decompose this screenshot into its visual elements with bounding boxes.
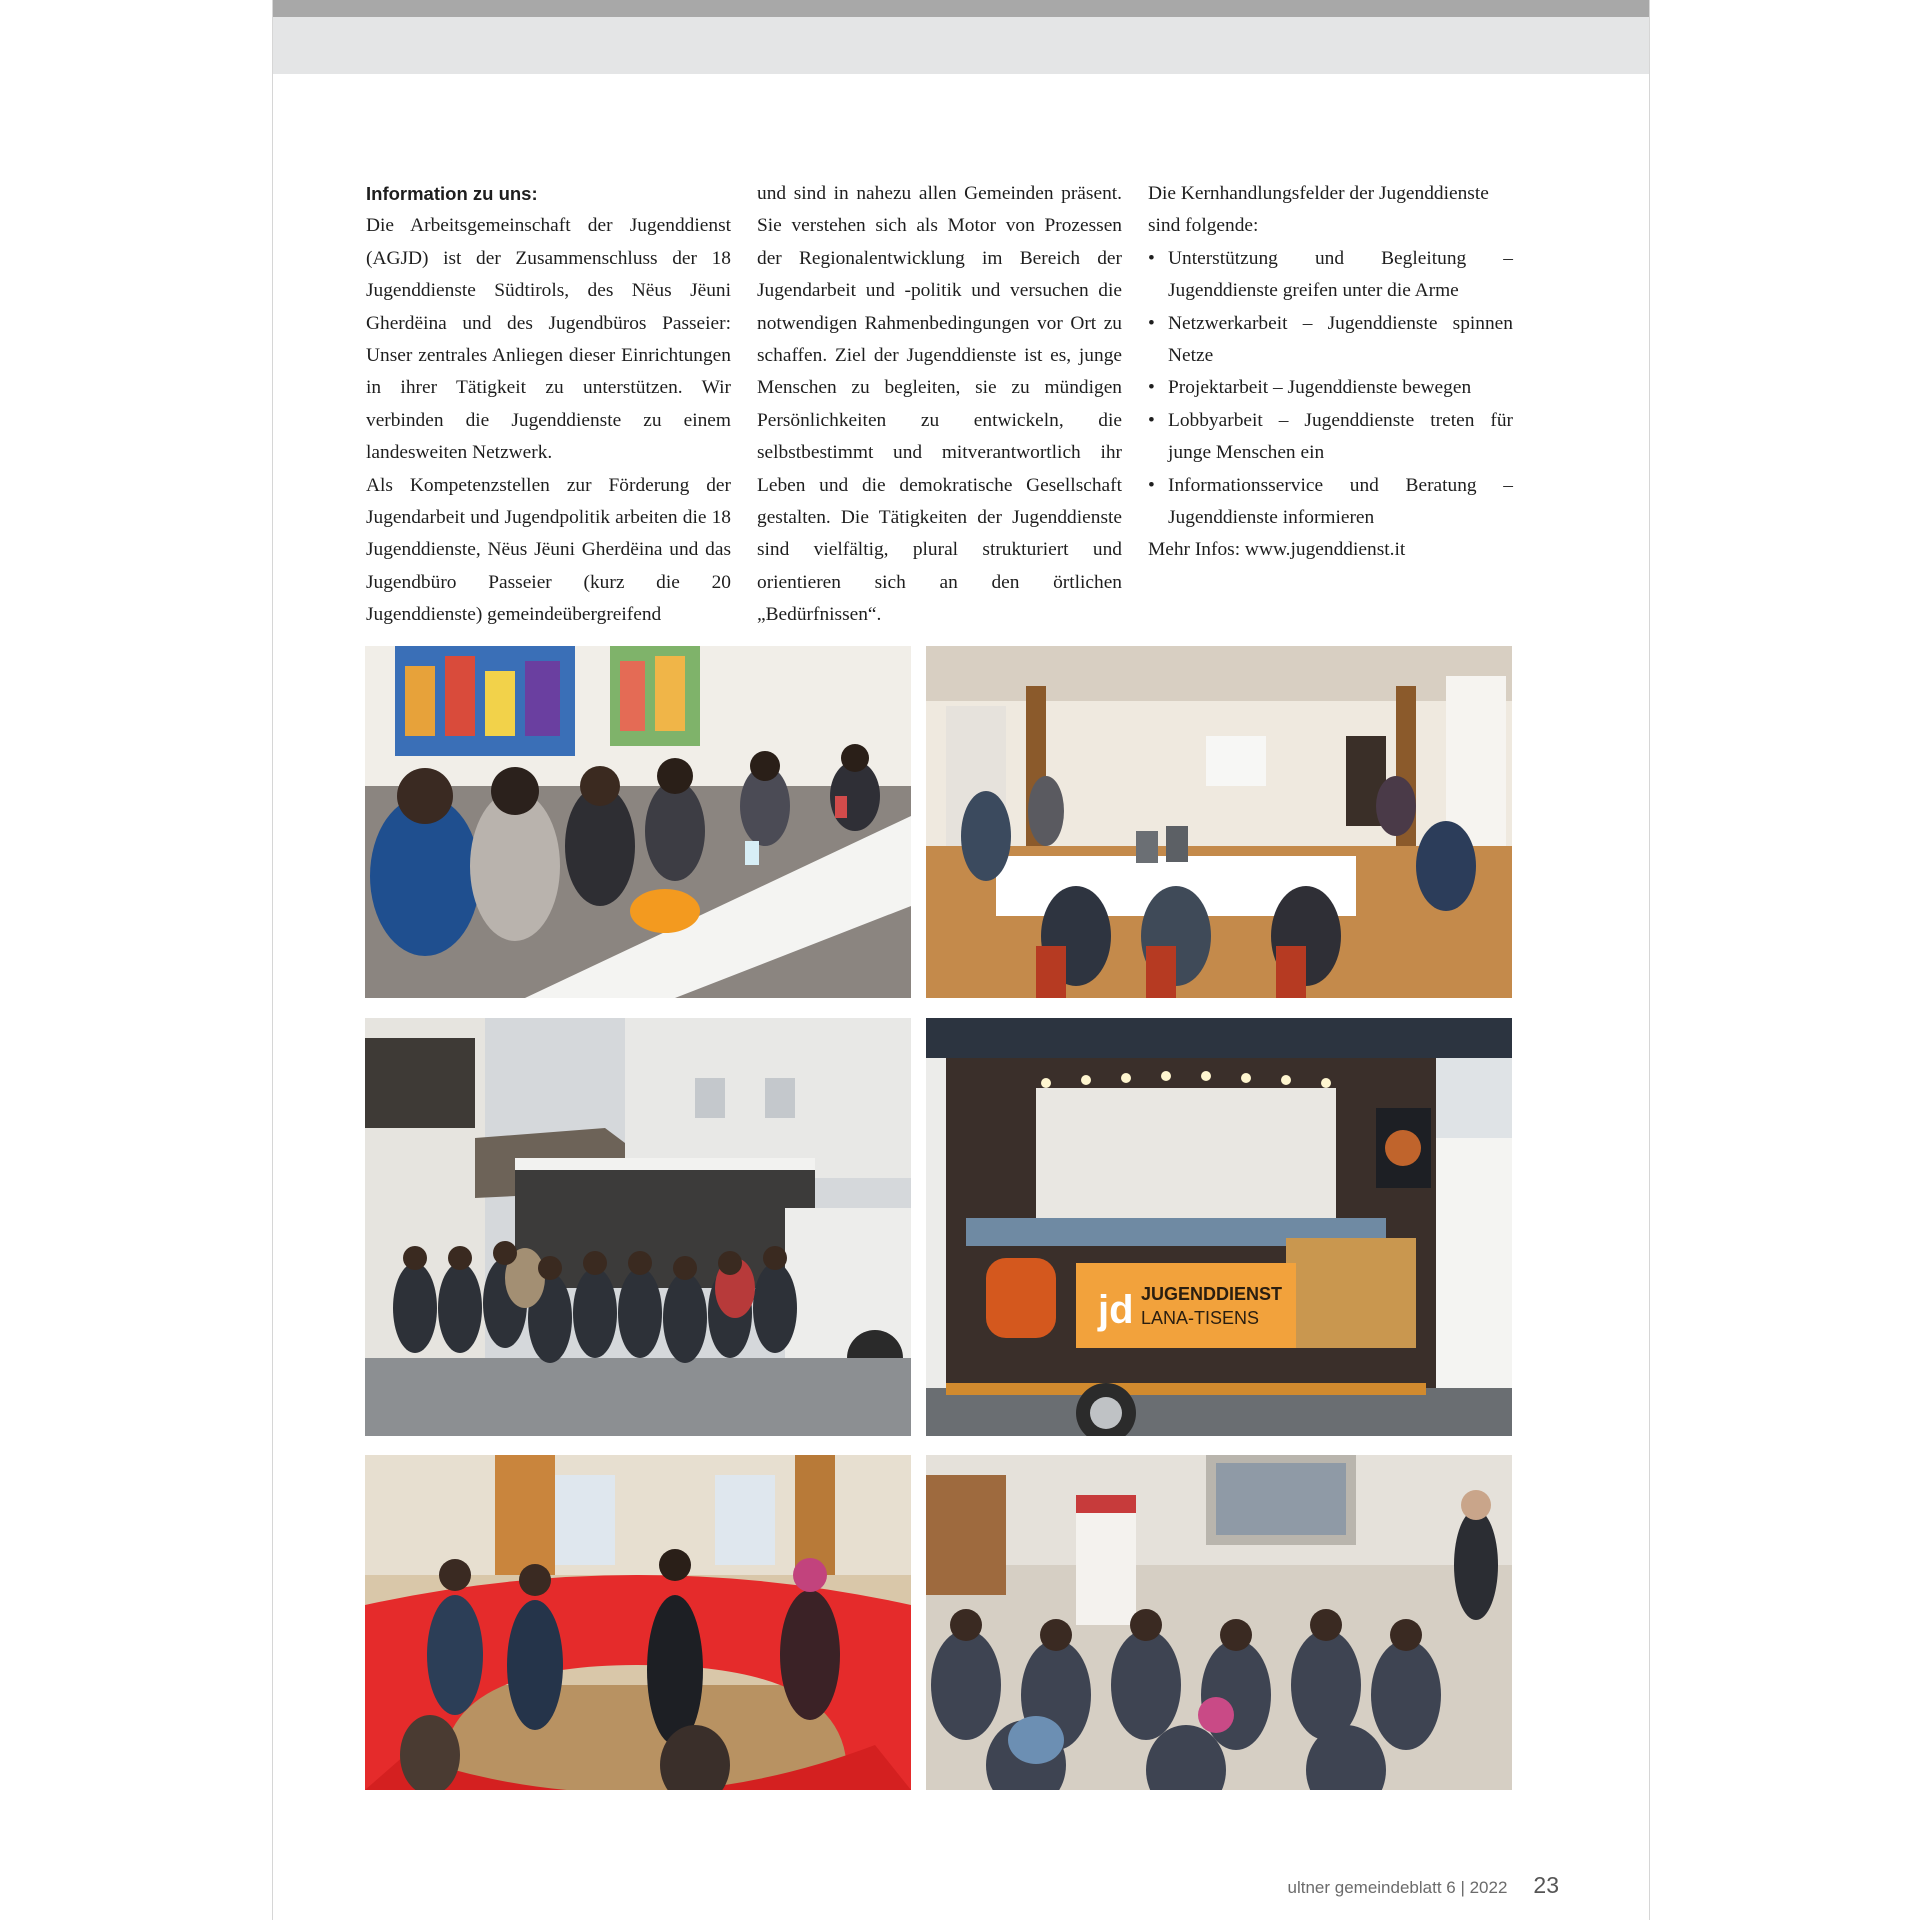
page-number: 23 <box>1533 1872 1559 1898</box>
header-bar-dark <box>273 0 1649 17</box>
magazine-page <box>272 0 1650 1920</box>
paragraph-about-agjd: Die Arbeitsgemeinschaft der Jugenddienst (AGJD) ist der Zusammenschluss der 18 Jugenddienste Südtirols, des Nëus Jëuni Gherdëina und des Jugendbüros Passeier: Unser zentrales Anliegen dieser Einrichtungen in ihrer Tätigkeit zu unterstützen. Wir verbinden die Jugenddienste zu einem landesweiten Netzwerk. <box>366 215 731 464</box>
section-heading: Information zu uns: <box>366 183 538 204</box>
paragraph-competence-centers: Als Kompetenzstellen zur Förderung der Jugendarbeit und Jugendpolitik arbeiten die 18 Jugenddienste, Nëus Jëuni Gherdëina und das Jugendbüro Passeier (kurz die 20 Jugenddienste) gemeindeübergreifend <box>366 474 731 626</box>
photo-red-cloth-game <box>365 1455 911 1790</box>
paragraph-mission: und sind in nahezu allen Gemeinden präsent. Sie verstehen sich als Motor von Prozessen der Regionalentwicklung im Bereich der Jugendarbeit und -politik und versuchen die notwendigen Rahmenbedingungen vor Ort zu schaffen. Ziel der Jugenddienste ist es, junge Menschen zu begleiten, sie zu mündigen Persönlichkeiten zu entwickeln, die selbstbestimmt und mitverantwortlich ihr Leben und die demokratische Gesellschaft gestalten. Die Tätigkeiten der Jugenddienste sind vielfältig, plural strukturiert und orientieren sich an den örtlichen „Bedürfnissen“. <box>757 183 1122 626</box>
list-item: • Projektarbeit – Jugenddienste bewegen <box>1148 372 1513 404</box>
list-item: • Lobbyarbeit – Jugenddienste treten für junge Menschen ein <box>1148 405 1513 470</box>
page-footer <box>1288 1872 1560 1899</box>
magazine-issue: ultner gemeindeblatt 6 | 2022 <box>1287 1878 1508 1897</box>
text-column-2 <box>757 178 1122 632</box>
banner-subtitle: LANA-TISENS <box>1141 1308 1260 1328</box>
more-info-link: Mehr Infos: www.jugenddienst.it <box>1148 539 1406 561</box>
list-item: • Unterstützung und Begleitung – Jugenddienste greifen unter die Arme <box>1148 243 1513 308</box>
photo-workshop-hall <box>926 646 1512 998</box>
paragraph-core-fields-intro: Die Kernhandlungsfelder der Jugenddienste sind folgende: <box>1148 183 1489 237</box>
photo-group-lounge <box>365 646 911 998</box>
photo-group-outdoor <box>365 1018 911 1436</box>
list-item: • Netzwerkarbeit – Jugenddienste spinnen Netze <box>1148 308 1513 373</box>
photo-youth-truck <box>926 1018 1512 1436</box>
list-item: • Informationsservice und Beratung – Jugenddienste informieren <box>1148 470 1513 535</box>
banner-logo: jd <box>1098 1288 1134 1332</box>
text-column-1 <box>366 178 731 632</box>
header-bar-light <box>273 17 1649 74</box>
photo-presentation-audience <box>926 1455 1512 1790</box>
banner-title: JUGENDDIENST <box>1141 1284 1283 1304</box>
text-column-3 <box>1148 178 1513 567</box>
core-fields-list <box>1148 243 1513 535</box>
